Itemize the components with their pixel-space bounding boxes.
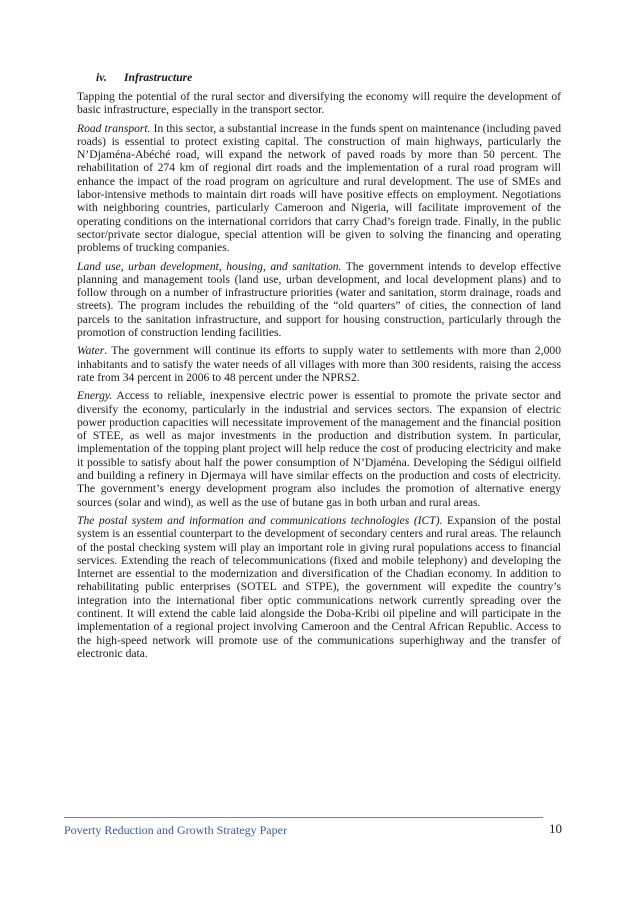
paragraph-body: Access to reliable, inexpensive electric power is essential to promote the private sector and diversify the economy, particularly in the industrial and services sectors. The expansion of electric power production capacities will necessitate improvement of the management and the financial position of STEE, as well as major investments in the production and distribution system. In particular, implementation of the topping plant project will help reduce the cost of producing electricity and make it possible to satisfy about half the power consumption of N’Djaména. Developing the Sédigui oilfield and building a refinery in Djermaya will have similar effects on the production and costs of electricity. The government’s energy development program also includes the promotion of alternative energy sources (solar and wind), as well as the use of butane gas in both urban and rural areas. xyxy=(77,389,561,509)
paragraph-body: Tapping the potential of the rural sector and diversifying the economy will require the development of basic infrastructure, especially in the transport sector. xyxy=(77,90,561,117)
section-number: iv. xyxy=(96,71,107,84)
paragraph-land-use xyxy=(77,260,561,340)
paragraph-lead: Energy. xyxy=(77,389,113,403)
paragraph-intro xyxy=(77,90,561,117)
body-content xyxy=(77,70,561,665)
paragraph-postal-ict xyxy=(77,514,561,660)
footer-title: Poverty Reduction and Growth Strategy Paper xyxy=(64,823,287,837)
paragraph-energy xyxy=(77,389,561,509)
paragraph-water xyxy=(77,344,561,384)
section-heading xyxy=(96,70,561,85)
paragraph-body: The government intends to develop effective planning and management tools (land use, urban development, and local development plans) and to follow through on a number of infrastructure priorities (water and sanitation, storm drainage, roads and streets). The program includes the rebuilding of the “old quarters” of cities, the connection of land parcels to the sanitation infrastructure, and support for housing construction, particularly through the promotion of construction lending facilities. xyxy=(77,259,561,340)
page-number: 10 xyxy=(549,821,562,836)
section-title: Infrastructure xyxy=(124,71,193,84)
paragraph-body: Expansion of the postal system is an essential counterpart to the development of secondary centers and rural areas. The relaunch of the postal checking system will play an important role in giving rural populations access to financial services. Extending the reach of telecommunications (fixed and mobile telephony) and developing the Internet are essential to the modernization and diversification of the Chadian economy. In addition to rehabilitating public enterprises (SOTEL and STPE), the government will expedite the country’s integration into the international fiber optic communications network currently spreading over the continent. It will extend the cable laid alongside the Doba-Kribi oil pipeline and will participate in the implementation of a regional project involving Cameroon and the Central African Republic. Access to the high-speed network will promote use of the communications superhighway and the transfer of electronic data. xyxy=(77,513,561,660)
paragraph-road-transport xyxy=(77,122,561,255)
paragraph-lead: Road transport. xyxy=(77,121,151,135)
paragraph-body: . The government will continue its efforts to supply water to settlements with more than 2,000 inhabitants and to satisfy the water needs of all villages with more than 300 residents, raising the access rate from 34 percent in 2006 to 48 percent under the NPRS2. xyxy=(77,344,561,384)
paragraph-lead: Water xyxy=(77,344,105,358)
paragraph-lead: Land use, urban development, housing, and sanitation. xyxy=(77,259,342,273)
footer-divider xyxy=(64,817,543,818)
paragraph-body: In this sector, a substantial increase in the funds spent on maintenance (including paved roads) is essential to protect existing capital. The construction of main highways, particularly the N’Djaména-Abéché road, will expand the network of paved roads by more than 50 percent. The rehabilitation of 274 km of regional dirt roads and the implementation of a rural road program will enhance the impact of the road program on agriculture and rural development. The use of SMEs and labor-intensive methods to maintain dirt roads will have positive effects on employment. Negotiations with neighboring countries, particularly Cameroon and Nigeria, will facilitate improvement of the operating conditions on the international corridors that carry Chad’s foreign trade. Finally, in the public sector/private sector dialogue, special attention will be given to solving the financing and operating problems of trucking companies. xyxy=(77,121,561,255)
paragraph-lead: The postal system and information and communications technologies (ICT). xyxy=(77,513,443,527)
